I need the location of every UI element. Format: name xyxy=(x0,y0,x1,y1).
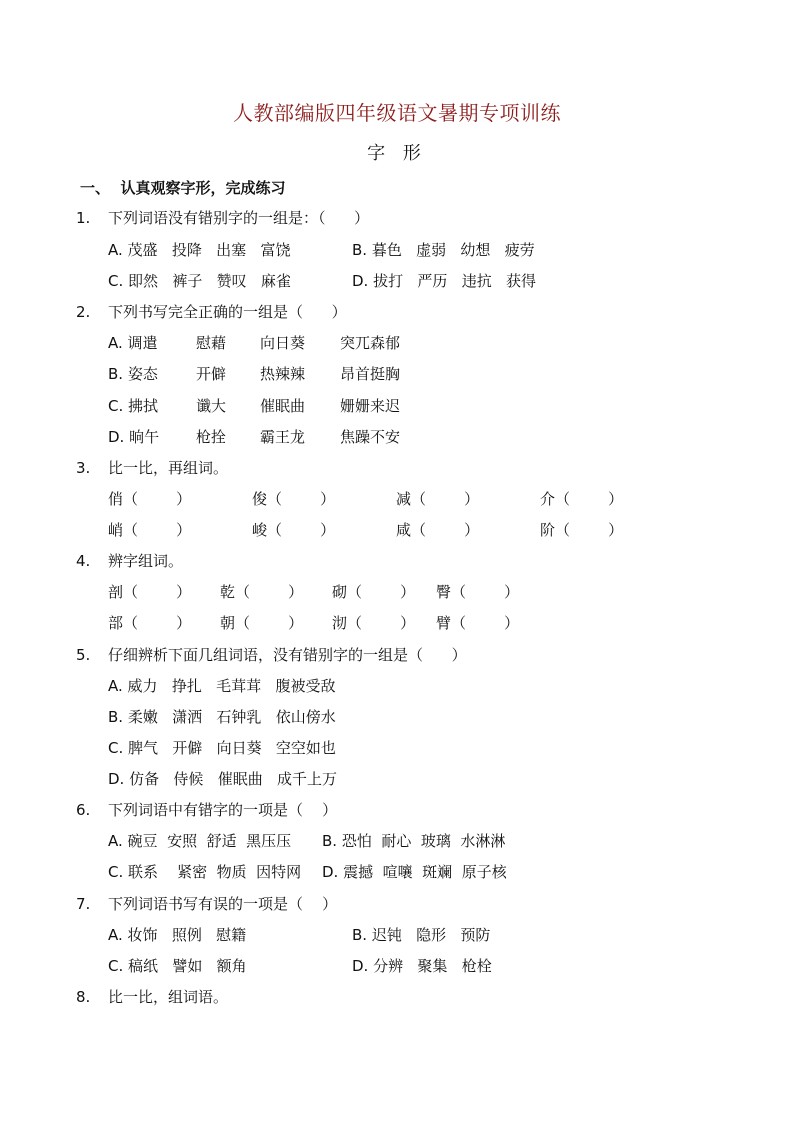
option-d-word: 枪拴 xyxy=(196,428,227,446)
option-b: B. 暮色 虚弱 幼想 疲劳 xyxy=(352,241,535,259)
option-c: C. 稿纸 譬如 额角 xyxy=(108,957,247,975)
word-blank: 砌（ ） xyxy=(332,583,416,601)
question-number: 6. xyxy=(76,801,91,819)
word-blank: 减（ ） xyxy=(396,490,480,508)
option-a-word: 慰藉 xyxy=(196,334,227,352)
word-blank: 朝（ ） xyxy=(220,614,304,632)
option-c: C. 脾气 开僻 向日葵 空空如也 xyxy=(108,739,336,757)
option-b: B. 柔嫩 潇洒 石钟乳 依山傍水 xyxy=(108,708,336,726)
option-a: A. 碗豆 安照 舒适 黑压压 xyxy=(108,832,292,850)
question-number: 5. xyxy=(76,646,91,664)
option-a-word: 向日葵 xyxy=(260,334,306,352)
option-d-word: 焦躁不安 xyxy=(340,428,401,446)
question-number: 8. xyxy=(76,988,91,1006)
option-c-word: 姗姗来迟 xyxy=(340,397,401,415)
word-blank: 俊（ ） xyxy=(252,490,336,508)
document-title: 人教部编版四年级语文暑期专项训练 xyxy=(233,101,561,125)
option-b-word: 开僻 xyxy=(196,365,227,383)
option-c-word: 催眠曲 xyxy=(260,397,306,415)
document-subtitle: 字 形 xyxy=(367,143,427,164)
word-blank: 部（ ） xyxy=(108,614,192,632)
word-blank: 俏（ ） xyxy=(108,490,192,508)
question-number: 4. xyxy=(76,552,91,570)
word-blank: 乾（ ） xyxy=(220,583,304,601)
section-heading: 一、 认真观察字形，完成练习 xyxy=(80,179,286,197)
word-blank: 峻（ ） xyxy=(252,521,336,539)
option-d: D. 震撼 喧嚷 斑斓 原子核 xyxy=(322,863,507,881)
question-text: 比一比，组词语。 xyxy=(108,988,229,1006)
option-a: A. 妆饰 照例 慰籍 xyxy=(108,926,247,944)
option-a-word: A. 调遣 xyxy=(108,334,158,352)
word-blank: 臂（ ） xyxy=(436,614,520,632)
option-d-word: D. 晌午 xyxy=(108,428,160,446)
option-b: B. 恐怕 耐心 玻璃 水淋淋 xyxy=(322,832,506,850)
word-blank: 峭（ ） xyxy=(108,521,192,539)
question-text: 辨字组词。 xyxy=(108,552,184,570)
question-text: 下列词语没有错别字的一组是：（ ） xyxy=(108,209,370,227)
option-c: C. 即然 裤子 赞叹 麻雀 xyxy=(108,272,291,290)
word-blank: 臀（ ） xyxy=(436,583,520,601)
word-blank: 剖（ ） xyxy=(108,583,192,601)
option-d: D. 拔打 严历 违抗 获得 xyxy=(352,272,536,290)
question-text: 仔细辨析下面几组词语，没有错别字的一组是（ ） xyxy=(108,646,467,664)
option-b-word: 热辣辣 xyxy=(260,365,306,383)
option-d-word: 霸王龙 xyxy=(260,428,306,446)
option-a: A. 茂盛 投降 出塞 富饶 xyxy=(108,241,291,259)
option-c-word: 谶大 xyxy=(196,397,227,415)
option-d: D. 分辨 聚集 枪栓 xyxy=(352,957,492,975)
word-blank: 沏（ ） xyxy=(332,614,416,632)
question-number: 1. xyxy=(76,209,91,227)
word-blank: 咸（ ） xyxy=(396,521,480,539)
option-b-word: B. 姿态 xyxy=(108,365,158,383)
question-number: 3. xyxy=(76,459,91,477)
option-c: C. 联系 紧密 物质 因特网 xyxy=(108,863,302,881)
option-b: B. 迟钝 隐形 预防 xyxy=(352,926,491,944)
word-blank: 阶（ ） xyxy=(540,521,624,539)
option-a: A. 威力 挣扎 毛茸茸 腹被受敌 xyxy=(108,677,336,695)
question-text: 比一比，再组词。 xyxy=(108,459,229,477)
question-text: 下列词语书写有误的一项是（ ） xyxy=(108,895,338,913)
option-a-word: 突兀森郁 xyxy=(340,334,401,352)
question-text: 下列词语中有错字的一项是（ ） xyxy=(108,801,338,819)
option-c-word: C. 拂拭 xyxy=(108,397,159,415)
question-number: 7. xyxy=(76,895,91,913)
option-d: D. 仿备 侍候 催眠曲 成千上万 xyxy=(108,770,338,788)
question-number: 2. xyxy=(76,303,91,321)
question-text: 下列书写完全正确的一组是（ ） xyxy=(108,303,347,321)
word-blank: 介（ ） xyxy=(540,490,624,508)
option-b-word: 昂首挺胸 xyxy=(340,365,401,383)
